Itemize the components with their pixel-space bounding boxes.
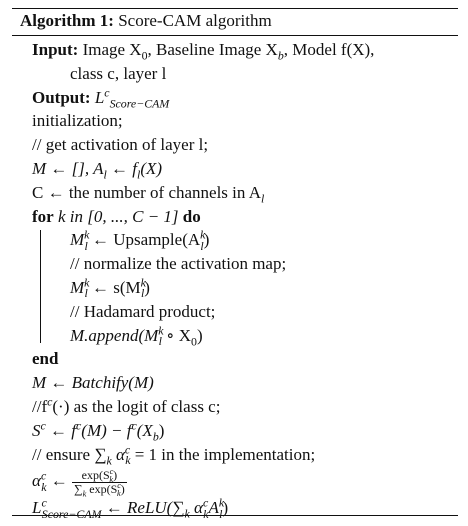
title-rule (12, 35, 458, 36)
alpha-fraction: $\frac{\exp(S^c_k)}{\sum_k \exp(S^c_k)}$ (74, 466, 125, 499)
s-line: $M^k_l$ ← $s(M^k_l)$ (70, 275, 150, 301)
m-init-line: M ← [], $A_l$ ← $f_l(X)$ (32, 158, 163, 182)
for-block-bar (40, 230, 41, 343)
channels-line: C ← the number of channels in $A_l$ (32, 182, 265, 206)
comment-ensure: // ensure $\sum_k$ $\alpha^c_k = 1$ in the implementation; (32, 441, 316, 467)
algorithm-label: Algorithm 1: (20, 11, 114, 30)
for-line: for k in [0, ..., C − 1] do (32, 206, 201, 226)
end-line: end (32, 349, 59, 369)
top-rule (12, 8, 458, 9)
comment-hadamard: // Hadamard product; (70, 301, 216, 321)
input-line-2: class c, layer l (70, 63, 167, 83)
append-line: $M.append(M^k_l$ ∘ $X_0$) (70, 322, 203, 348)
algorithm-title (20, 11, 272, 31)
comment-normalize: // normalize the activation map; (70, 254, 287, 274)
comment-logit: $//f^c(\cdot)$ as the logit of class c; (32, 394, 221, 416)
for-block (32, 228, 452, 347)
final-line: $L^c_{Score-CAM}$ ← $ReLU(\sum_k$ $\alpha^c_kA^k_l$) (32, 495, 229, 521)
output-line: Output: $L^c_{Score-CAM}$ (32, 84, 170, 110)
algorithm-box (12, 8, 458, 521)
alpha-line: $\alpha^c_k$ ← $\frac{\exp(S^c_k)}{\sum_k \exp(S^c_k)}$ (32, 466, 125, 499)
score-line: $S^c$ ← $f^c(M) - f^c(X_b)$ (32, 418, 165, 444)
input-line: Input: Image $X_0$, Baseline Image $X_b$, Model f(X), (32, 40, 375, 63)
comment-activation: // get activation of layer l; (32, 135, 209, 155)
batchify-line: M ← Batchify(M) (32, 373, 154, 393)
init-line: initialization; (32, 111, 123, 131)
upsample-line: $M^k_l$ ← $Upsample(A^k_l)$ (70, 227, 210, 253)
algorithm-name: Score-CAM algorithm (118, 11, 272, 30)
bottom-rule (12, 515, 458, 516)
algorithm-body (32, 38, 452, 520)
